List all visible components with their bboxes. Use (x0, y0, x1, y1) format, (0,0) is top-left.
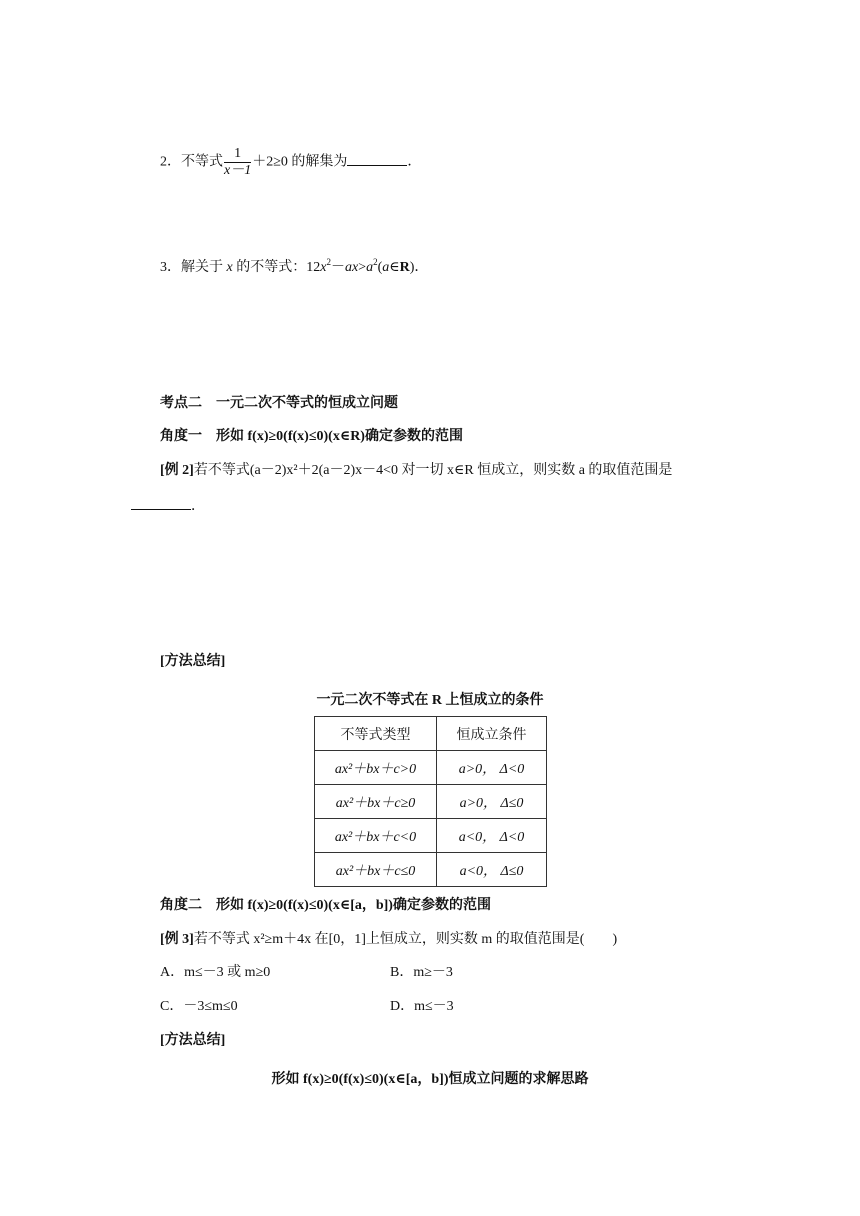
table-title: 一元二次不等式在 R 上恒成立的条件 (316, 693, 544, 708)
table-header-type: 不等式类型 (315, 717, 437, 751)
table-cell-cond: a>0， Δ≤0 (437, 785, 547, 819)
q3-var-x2: x (320, 260, 327, 275)
ex2-end: ． (191, 499, 205, 514)
method-summary-1: [方法总结] (160, 654, 226, 669)
q3-close: )． (409, 260, 429, 275)
conditions-table (314, 716, 547, 887)
q3-sup-2: 2 (326, 257, 331, 267)
table-cell-cond: a<0， Δ≤0 (437, 853, 547, 887)
ex2-text: 若不等式(a－2)x²＋2(a－2)x－4<0 对一切 x∈R 恒成立，则实数 a 的取值范围是 (193, 463, 673, 478)
q2-frac-num: 1 (224, 146, 251, 163)
q2-suffix: ＋2≥0 的解集为 (252, 154, 348, 170)
q3-text-a: 3．解关于 (160, 260, 227, 275)
option-a: A．m≤－3 或 m≥0 (160, 965, 271, 980)
q3-gt: > (358, 260, 367, 275)
table-cell-type: ax²＋bx＋c>0 (315, 751, 437, 785)
ex3-label: [例 3] (160, 932, 194, 947)
q2-prefix: 2．不等式 (160, 154, 223, 170)
q2-end: ． (407, 154, 422, 170)
table-header-row (315, 717, 547, 751)
table-cell-type: ax²＋bx＋c≥0 (315, 785, 437, 819)
question-3 (160, 258, 428, 278)
q3-in: ∈ (389, 260, 400, 275)
table-cell-cond: a<0， Δ<0 (437, 819, 547, 853)
q3-var-a: a (366, 260, 374, 275)
example-3 (160, 930, 617, 950)
q3-set-R: R (399, 260, 410, 275)
q3-var-ax: ax (344, 260, 359, 275)
q3-text-b: 的不等式：12 (232, 260, 321, 275)
ex2-answer-blank (131, 497, 191, 510)
example-2-continued (131, 497, 205, 517)
q3-paren: ( (377, 260, 383, 275)
q2-fraction (224, 146, 251, 179)
option-d: D．m≤－3 (390, 999, 454, 1014)
option-b: B．m≥－3 (390, 965, 453, 980)
q3-sup-a: 2 (373, 257, 378, 267)
example-2 (160, 461, 672, 481)
q2-answer-blank (347, 153, 407, 166)
table-row (315, 785, 547, 819)
q3-minus: － (330, 260, 345, 275)
angle-1-title: 角度一 形如 f(x)≥0(f(x)≤0)(x∈R)确定参数的范围 (160, 429, 463, 444)
q2-frac-den: x－1 (224, 163, 252, 178)
table-cell-type: ax²＋bx＋c<0 (315, 819, 437, 853)
final-title: 形如 f(x)≥0(f(x)≤0)(x∈[a，b])恒成立问题的求解思路 (271, 1072, 589, 1087)
question-2 (160, 146, 421, 179)
table-header-cond: 恒成立条件 (437, 717, 547, 751)
q3-var-x: x (226, 260, 233, 275)
method-summary-2: [方法总结] (160, 1033, 226, 1048)
table-row (315, 853, 547, 887)
section-2-title: 考点二 一元二次不等式的恒成立问题 (160, 396, 398, 411)
table-row (315, 751, 547, 785)
table-cell-cond: a>0， Δ<0 (437, 751, 547, 785)
ex2-label: [例 2] (160, 463, 194, 478)
q3-var-a-in: a (382, 260, 390, 275)
ex3-text: 若不等式 x²≥m＋4x 在[0，1]上恒成立，则实数 m 的取值范围是( ) (193, 932, 618, 947)
option-c: C．－3≤m≤0 (160, 999, 238, 1014)
table-cell-type: ax²＋bx＋c≤0 (315, 853, 437, 887)
table-row (315, 819, 547, 853)
angle-2-title: 角度二 形如 f(x)≥0(f(x)≤0)(x∈[a，b])确定参数的范围 (160, 898, 491, 913)
